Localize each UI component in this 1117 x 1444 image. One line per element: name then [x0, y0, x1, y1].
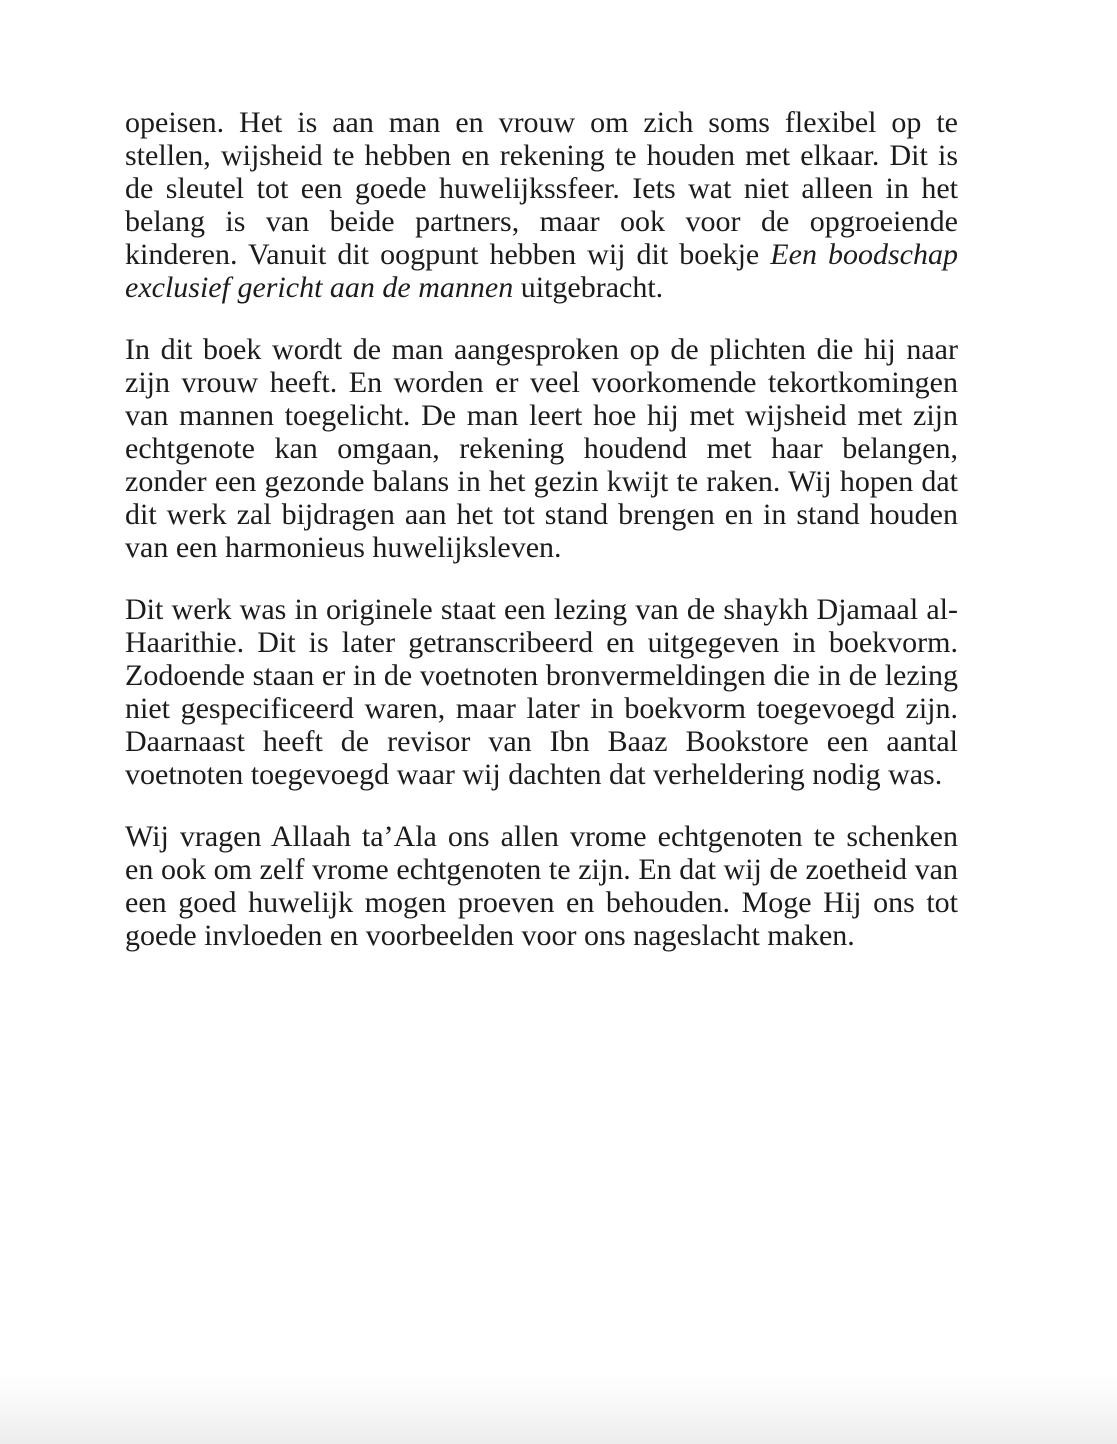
paragraph-4: Wij vragen Allaah ta’Ala ons allen vrome echtgenoten te schenken en ook om zelf vrome echtgenoten te zijn. En dat wij de zoetheid van een goed huwelijk mogen proeven en behouden. Moge Hij ons tot goede invloeden en voorbeelden voor ons nageslacht maken. [125, 820, 958, 952]
paragraph-1-text-pre: opeisen. Het is aan man en vrouw om zich soms flexibel op te stellen, wijsheid te hebben en rekening te houden met elkaar. Dit is de sleutel tot een goede huwelijkssfeer. Iets wat niet alleen in het belang is van beide partners, maar ook voor de opgroeiende kinderen. Vanuit dit oogpunt hebben wij dit boekje [125, 106, 958, 271]
paragraph-1 [125, 106, 958, 304]
paragraph-3: Dit werk was in originele staat een lezing van de shaykh Djamaal al-Haarithie. Dit is later getranscribeerd en uitgegeven in boekvorm. Zodoende staan er in de voetnoten bronvermeldingen die in de lezing niet gespecificeerd waren, maar later in boekvorm toegevoegd zijn. Daarnaast heeft de revisor van Ibn Baaz Bookstore een aantal voetnoten toegevoegd waar wij dachten dat verheldering nodig was. [125, 593, 958, 791]
page-bottom-scan-shadow [0, 1372, 1117, 1444]
paragraph-2: In dit boek wordt de man aangesproken op de plichten die hij naar zijn vrouw heeft. En worden er veel voorkomende tekortkomingen van mannen toegelicht. De man leert hoe hij met wijsheid met zijn echtgenote kan omgaan, rekening houdend met haar belangen, zonder een gezonde balans in het gezin kwijt te raken. Wij hopen dat dit werk zal bijdragen aan het tot stand brengen en in stand houden van een harmonieus huwelijksleven. [125, 333, 958, 564]
paragraph-1-text-post: uitgebracht. [513, 271, 664, 304]
paragraph-1-book-title-italic: Een boodschap exclusief gericht aan de mannen [125, 238, 958, 304]
body-text-block [125, 106, 958, 952]
